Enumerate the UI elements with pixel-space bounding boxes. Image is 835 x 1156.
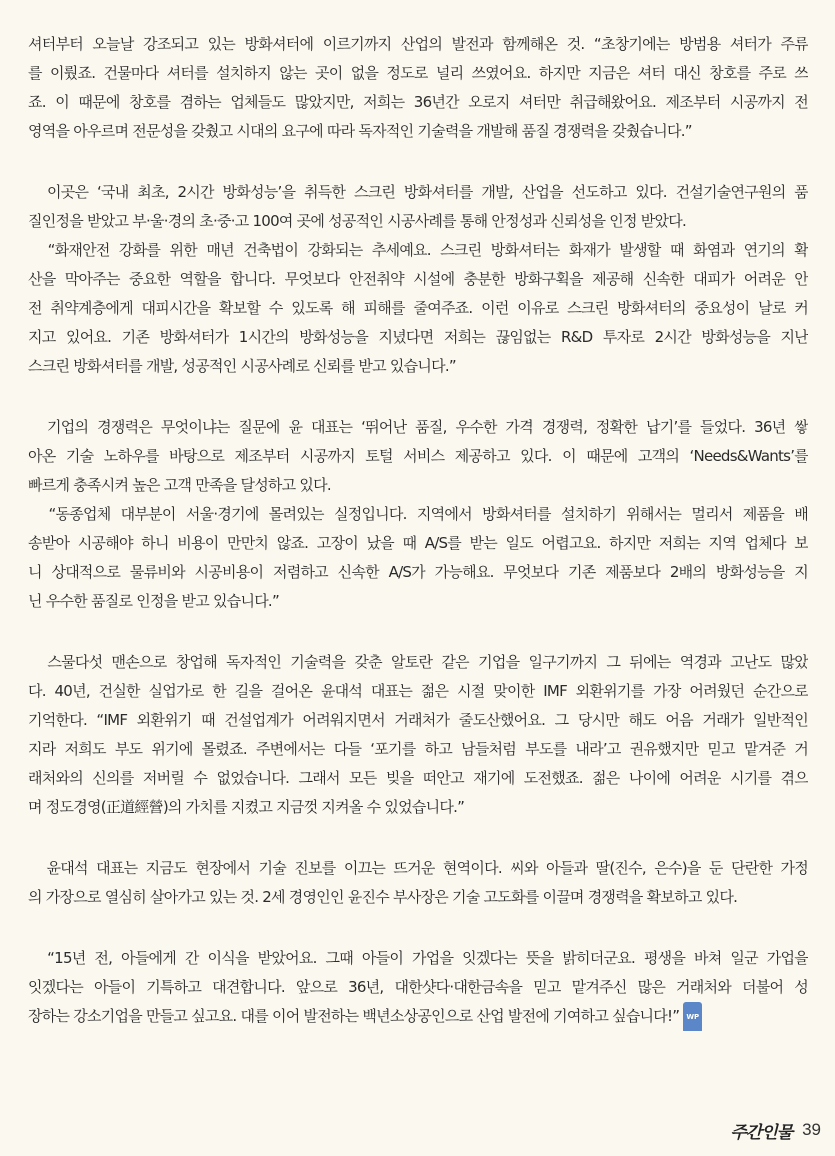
text-line: 전 취약계층에게 대피시간을 확보할 수 있도록 해 피해를 줄여주죠. 이런 이유로 스크린 방화셔터의 중요성이 날로 커 bbox=[28, 299, 808, 317]
text-line: 스물다섯 맨손으로 창업해 독자적인 기술력을 갖춘 알토란 같은 기업을 일구기까지 그 뒤에는 역경과 고난도 많았 bbox=[28, 653, 808, 671]
text-line: 질인정을 받았고 부·울·경의 초·중·고 100여 곳에 성공적인 시공사례를 통해 안정성과 신뢰성을 인정 받았다. bbox=[28, 212, 687, 230]
text-line: 지라 저희도 부도 위기에 몰렸죠. 주변에서는 다들 ‘포기를 하고 남들처럼 부도를 내라’고 권유했지만 믿고 맡겨준 거 bbox=[28, 740, 808, 758]
text-line: “동종업체 대부분이 서울·경기에 몰려있는 실정입니다. 지역에서 방화셔터를 설치하기 위해서는 멀리서 제품을 배 bbox=[28, 505, 808, 523]
text-line: 영역을 아우르며 전문성을 갖췄고 시대의 요구에 따라 독자적인 기술력을 개발해 품질 경쟁력을 갖췄습니다.” bbox=[28, 122, 692, 140]
text-line: “15년 전, 아들에게 간 이식을 받았어요. 그때 아들이 가업을 잇겠다는 뜻을 밝히더군요. 평생을 바쳐 일군 가업을 bbox=[28, 949, 808, 967]
paragraph-5 bbox=[28, 854, 808, 912]
paragraph-4 bbox=[28, 648, 808, 822]
page-number: 39 bbox=[802, 1120, 821, 1139]
text-line: 를 이뤘죠. 건물마다 셔터를 설치하지 않는 곳이 없을 정도로 널리 쓰였어요. 하지만 지금은 셔터 대신 창호를 주로 쓰 bbox=[28, 64, 808, 82]
text-line: “화재안전 강화를 위한 매년 건축법이 강화되는 추세예요. 스크린 방화셔터는 화재가 발생할 때 화염과 연기의 확 bbox=[28, 241, 808, 259]
text-line: 이곳은 ‘국내 최초, 2시간 방화성능’을 취득한 스크린 방화셔터를 개발, 산업을 선도하고 있다. 건설기술연구원의 품 bbox=[28, 183, 808, 201]
text-line: 아온 기술 노하우를 바탕으로 제조부터 시공까지 토털 서비스 제공하고 있다. 이 때문에 고객의 ‘Needs&Wants’를 bbox=[28, 447, 808, 465]
text-line: 윤대석 대표는 지금도 현장에서 기술 진보를 이끄는 뜨거운 현역이다. 씨와 아들과 딸(진수, 은수)을 둔 단란한 가정 bbox=[28, 859, 808, 877]
text-line bbox=[28, 1002, 808, 1031]
text-line: 래처와의 신의를 저버릴 수 없었습니다. 그래서 모든 빚을 떠안고 재기에 도전했죠. 젊은 나이에 어려운 시기를 겪으 bbox=[28, 769, 808, 787]
text-line: 송받아 시공해야 하니 비용이 만만치 않죠. 고장이 났을 때 A/S를 받는 일도 어렵고요. 하지만 저희는 지역 업체다 보 bbox=[28, 534, 808, 552]
paragraph-gap bbox=[28, 912, 808, 944]
text-line: 셔터부터 오늘날 강조되고 있는 방화셔터에 이르기까지 산업의 발전과 함께해온 것. “초창기에는 방범용 셔터가 주류 bbox=[28, 35, 808, 53]
paragraph-6 bbox=[28, 944, 808, 1031]
text-line: 기억한다. “IMF 외환위기 때 건설업계가 어려워지면서 거래처가 줄도산했어요. 그 당시만 해도 어음 거래가 일반적인 bbox=[28, 711, 808, 729]
magazine-logo: 주간인물 bbox=[730, 1122, 793, 1143]
paragraph-gap bbox=[28, 381, 808, 413]
paragraph-gap bbox=[28, 616, 808, 648]
text-line: 스크린 방화셔터를 개발, 성공적인 시공사례로 신뢰를 받고 있습니다.” bbox=[28, 357, 456, 375]
paragraph-gap bbox=[28, 822, 808, 854]
text-line: 니 상대적으로 물류비와 시공비용이 저렴하고 신속한 A/S가 가능해요. 무엇보다 기존 제품보다 2배의 방화성능을 지 bbox=[28, 563, 808, 581]
end-mark-badge: WP bbox=[683, 1002, 702, 1031]
paragraph-gap bbox=[28, 146, 808, 178]
text-line: 다. 40년, 건실한 실업가로 한 길을 걸어온 윤대석 대표는 젊은 시절 맞이한 IMF 외환위기를 가장 어려웠던 순간으로 bbox=[28, 682, 808, 700]
text-line: 며 정도경영(正道經營)의 가치를 지켰고 지금껏 지켜올 수 있었습니다.” bbox=[28, 798, 465, 816]
paragraph-3 bbox=[28, 413, 808, 616]
text-line: 잇겠다는 아들이 기특하고 대견합니다. 앞으로 36년, 대한샷다·대한금속을 믿고 맡겨주신 많은 거래처와 더불어 성 bbox=[28, 978, 808, 996]
paragraph-1 bbox=[28, 30, 808, 146]
article-body bbox=[28, 30, 808, 1031]
text-line-content: 장하는 강소기업을 만들고 싶고요. 대를 이어 발전하는 백년소상공인으로 산업 발전에 기여하고 싶습니다!” bbox=[28, 1007, 680, 1025]
text-line: 닌 우수한 품질로 인정을 받고 있습니다.” bbox=[28, 592, 279, 610]
text-line: 빠르게 충족시켜 높은 고객 만족을 달성하고 있다. bbox=[28, 476, 331, 494]
text-line: 의 가장으로 열심히 살아가고 있는 것. 2세 경영인인 윤진수 부사장은 기술 고도화를 이끌며 경쟁력을 확보하고 있다. bbox=[28, 888, 738, 906]
text-line: 지고 있어요. 기존 방화셔터가 1시간의 방화성능을 지녔다면 저희는 끊임없는 R&D 투자로 2시간 방화성능을 지난 bbox=[28, 328, 808, 346]
paragraph-2 bbox=[28, 178, 808, 381]
text-line: 기업의 경쟁력은 무엇이냐는 질문에 윤 대표는 ‘뛰어난 품질, 우수한 가격 경쟁력, 정확한 납기’를 들었다. 36년 쌓 bbox=[28, 418, 808, 436]
page-footer bbox=[730, 1114, 821, 1146]
text-line: 산을 막아주는 중요한 역할을 합니다. 무엇보다 안전취약 시설에 충분한 방화구획을 제공해 신속한 대피가 어려운 안 bbox=[28, 270, 808, 288]
text-line: 죠. 이 때문에 창호를 겸하는 업체들도 많았지만, 저희는 36년간 오로지 셔터만 취급해왔어요. 제조부터 시공까지 전 bbox=[28, 93, 808, 111]
